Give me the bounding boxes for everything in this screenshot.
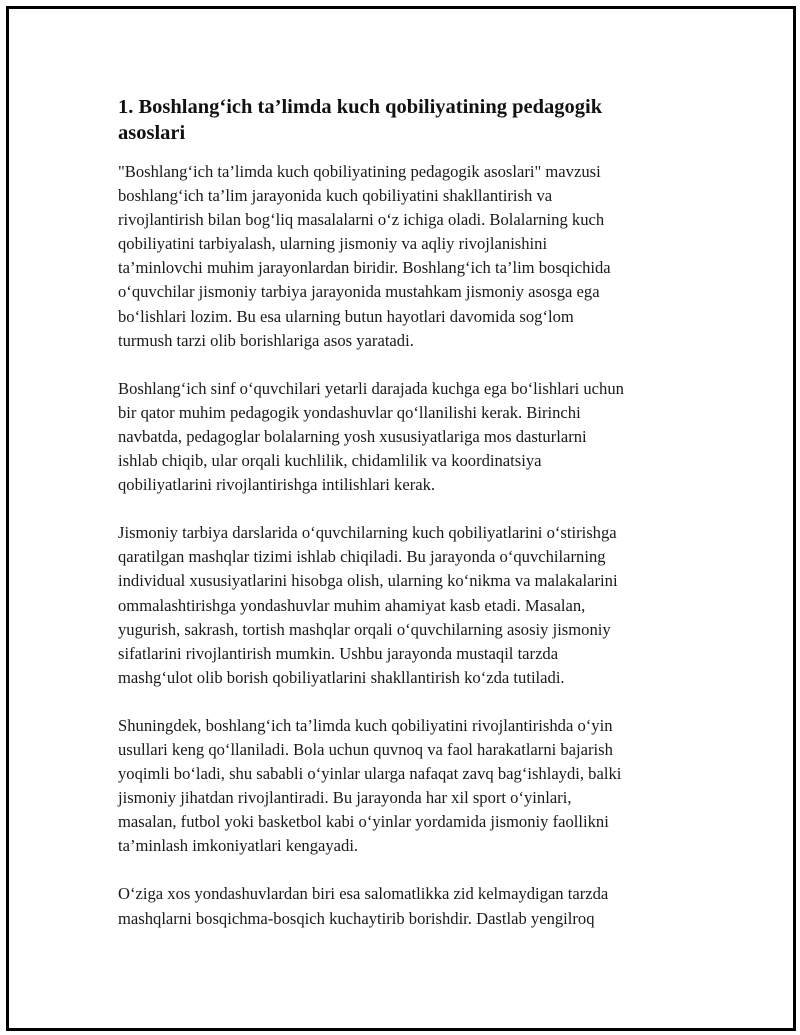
text-line: sifatlarini rivojlantirish mumkin. Ushbu jarayonda mustaqil tarzda — [118, 643, 559, 663]
text-line: "Boshlang‘ich ta’limda kuch qobiliyatining pedagogik asoslari" mavzusi — [118, 162, 601, 181]
text-line: boshlang‘ich ta’lim jarayonida kuch qobiliyatini shakllantirish va — [118, 186, 553, 206]
text-line: ta’minlash imkoniyatlari kengayadi. — [118, 836, 359, 856]
text-line: navbatda, pedagoglar bolalarning yosh xususiyatlariga mos dasturlarni — [118, 426, 587, 446]
paragraph-5 — [118, 882, 690, 930]
text-line: rivojlantirish bilan bog‘liq masalalarni o‘z ichiga oladi. Bolalarning kuch — [118, 210, 605, 230]
text-line: jismoniy jihatdan rivojlantiradi. Bu jarayonda har xil sport o‘yinlari, — [118, 788, 572, 808]
text-line: Boshlang‘ich sinf o‘quvchilari yetarli darajada kuchga ega bo‘lishlari uchun — [118, 378, 624, 398]
text-line: bo‘lishlari lozim. Bu esa ularning butun hayotlari davomida sog‘lom — [118, 306, 574, 326]
text-line: Shuningdek, boshlang‘ich ta’limda kuch qobiliyatini rivojlantirishda o‘yin — [118, 715, 613, 735]
document-body — [118, 94, 690, 955]
text-line: masalan, futbol yoki basketbol kabi o‘yinlar yordamida jismoniy faollikni — [118, 812, 609, 832]
text-line: O‘ziga xos yondashuvlardan biri esa salomatlikka zid kelmaydigan tarzda — [118, 884, 609, 904]
text-line: o‘quvchilar jismoniy tarbiya jarayonida mustahkam jismoniy asosga ega — [118, 282, 600, 302]
text-line: bir qator muhim pedagogik yondashuvlar qo‘llanilishi kerak. Birinchi — [118, 402, 581, 422]
heading-line: asoslari — [118, 122, 186, 144]
text-line: qobiliyatlarini rivojlantirishga intilishlari kerak. — [118, 475, 436, 495]
text-line: ta’minlovchi muhim jarayonlardan biridir. Boshlang‘ich ta’lim bosqichida — [118, 258, 611, 278]
paragraph-2 — [118, 377, 690, 497]
text-line: turmush tarzi olib borishlariga asos yaratadi. — [118, 330, 414, 350]
text-line: ishlab chiqib, ular orqali kuchlilik, chidamlilik va koordinatsiya — [118, 451, 542, 471]
text-line: qobiliyatini tarbiyalash, ularning jismoniy va aqliy rivojlanishini — [118, 234, 548, 254]
section-heading — [118, 94, 690, 146]
text-line: mashg‘ulot olib borish qobiliyatlarini shakllantirish ko‘zda tutiladi. — [118, 667, 565, 687]
text-line: mashqlarni bosqichma-bosqich kuchaytirib borishdir. Dastlab yengilroq — [118, 908, 595, 928]
text-line: Jismoniy tarbiya darslarida o‘quvchilarning kuch qobiliyatlarini o‘stirishga — [118, 523, 617, 543]
paragraph-1 — [118, 160, 690, 353]
paragraph-3 — [118, 521, 690, 690]
heading-line: 1. Boshlang‘ich ta’limda kuch qobiliyatining pedagogik — [118, 96, 603, 118]
text-line: yugurish, sakrash, tortish mashqlar orqali o‘quvchilarning asosiy jismoniy — [118, 619, 611, 639]
text-line: individual xususiyatlarini hisobga olish, ularning ko‘nikma va malakalarini — [118, 571, 618, 591]
text-line: usullari keng qo‘llaniladi. Bola uchun quvnoq va faol harakatlarni bajarish — [118, 739, 613, 759]
text-line: yoqimli bo‘ladi, shu sababli o‘yinlar ularga nafaqat zavq bag‘ishlaydi, balki — [118, 764, 622, 784]
paragraph-4 — [118, 714, 690, 859]
text-line: ommalashtirishga yondashuvlar muhim ahamiyat kasb etadi. Masalan, — [118, 595, 586, 615]
text-line: qaratilgan mashqlar tizimi ishlab chiqiladi. Bu jarayonda o‘quvchilarning — [118, 547, 606, 567]
